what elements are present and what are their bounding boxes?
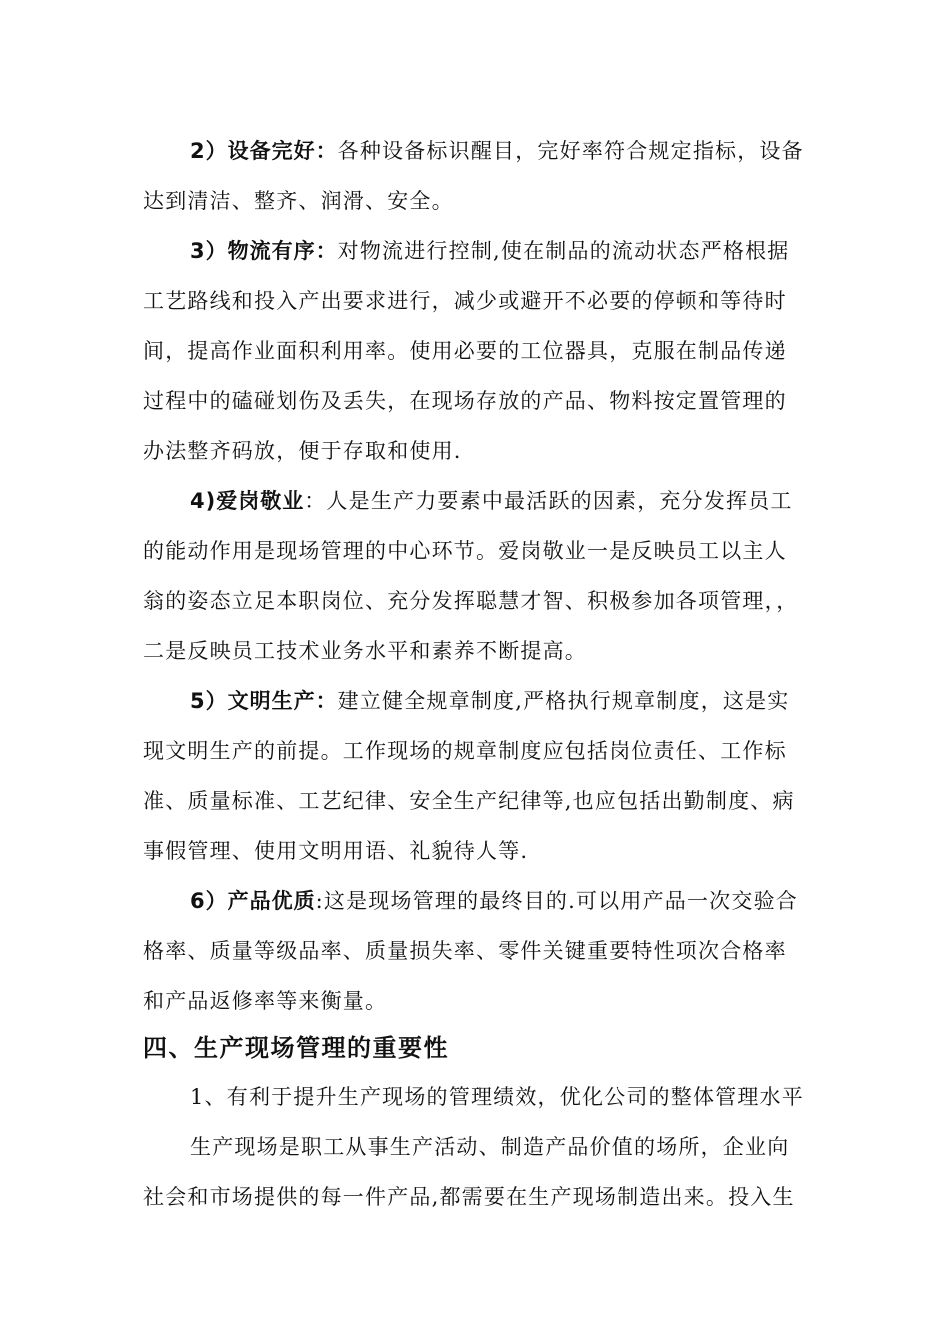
para3-text: 对物流进行控制,使在制品的流动状态严格根据 (337, 239, 790, 263)
section4-body-line2: 社会和市场提供的每一件产品,都需要在生产现场制造出来。投入生 (143, 1185, 795, 1209)
para3-line1 (190, 236, 790, 266)
para6-line3: 和产品返修率等来衡量。 (143, 989, 388, 1013)
section-heading: 四、生产现场管理的重要性 (143, 1034, 449, 1062)
para4-text: ：人是生产力要素中最活跃的因素，充分发挥员工 (304, 489, 793, 513)
para6-label: 6）产品优质 (190, 889, 316, 913)
para2-label: 2）设备完好： (190, 139, 338, 163)
para6-line2: 格率、质量等级品率、质量损失率、零件关键重要特性项次合格率 (143, 939, 787, 963)
para5-line4: 事假管理、使用文明用语、礼貌待人等. (143, 839, 529, 863)
para2-line2: 达到清洁、整齐、润滑、安全。 (143, 189, 454, 213)
para5-text: 建立健全规章制度,严格执行规章制度，这是实 (337, 689, 790, 713)
para3-line2: 工艺路线和投入产出要求进行，减少或避开不必要的停顿和等待时 (143, 289, 787, 313)
section4-body-line1: 生产现场是职工从事生产活动、制造产品价值的场所，企业向 (190, 1135, 790, 1159)
para6-line1 (190, 886, 798, 916)
para4-line1 (190, 486, 793, 516)
para4-label: 4)爱岗敬业 (190, 489, 305, 513)
para2-text: 各种设备标识醒目，完好率符合规定指标，设备 (337, 139, 804, 163)
para4-line4: 二是反映员工技术业务水平和素养不断提高。 (143, 639, 587, 663)
para5-line1 (190, 686, 790, 716)
section4-item1: 1、有利于提升生产现场的管理绩效，优化公司的整体管理水平 (190, 1085, 804, 1109)
para5-line2: 现文明生产的前提。工作现场的规章制度应包括岗位责任、工作标 (143, 739, 787, 763)
para3-line4: 过程中的磕碰划伤及丢失，在现场存放的产品、物料按定置管理的 (143, 389, 787, 413)
para5-line3: 准、质量标准、工艺纪律、安全生产纪律等,也应包括出勤制度、病 (143, 789, 795, 813)
para3-label: 3）物流有序： (190, 239, 338, 263)
para3-line3: 间，提高作业面积利用率。使用必要的工位器具，克服在制品传递 (143, 339, 787, 363)
para3-line5: 办法整齐码放，便于存取和使用. (143, 439, 462, 463)
para4-line3: 翁的姿态立足本职岗位、充分发挥聪慧才智、积极参加各项管理，， (143, 589, 799, 613)
para4-line2: 的能动作用是现场管理的中心环节。爱岗敬业一是反映员工以主人 (143, 539, 787, 563)
para6-text: :这是现场管理的最终目的.可以用产品一次交验合 (315, 889, 798, 913)
para5-label: 5）文明生产： (190, 689, 338, 713)
para2-line1 (190, 136, 804, 166)
